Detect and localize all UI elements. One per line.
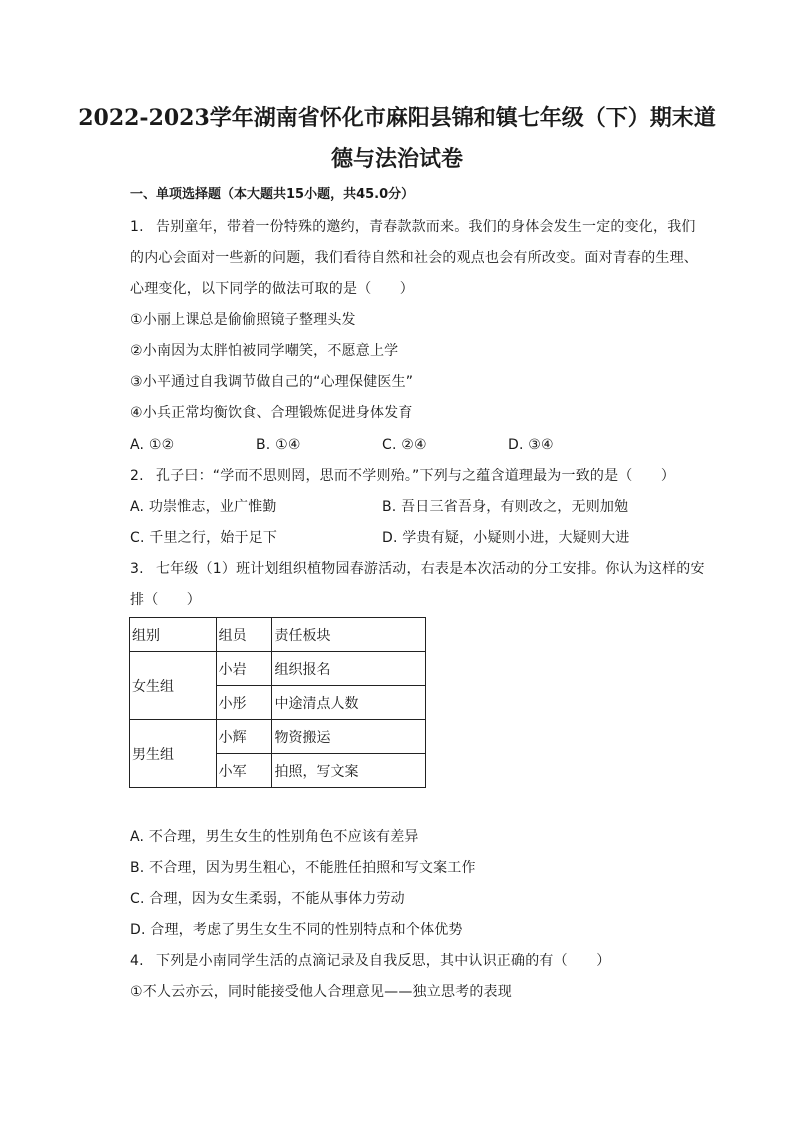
question-2-option-c: C. 千里之行，始于足下 [130, 530, 278, 546]
group-cell-boys: 男生组 [130, 720, 217, 788]
question-3-option-d: D. 合理，考虑了男生女生不同的性别特点和个体优势 [130, 922, 463, 938]
duty-cell: 组织报名 [272, 652, 426, 686]
question-4-item: ①不人云亦云，同时能接受他人合理意见——独立思考的表现 [130, 984, 512, 1000]
member-cell: 小军 [216, 754, 272, 788]
question-3-option-a: A. 不合理，男生女生的性别角色不应该有差异 [130, 829, 419, 845]
question-1-item: ④小兵正常均衡饮食、合理锻炼促进身体发育 [130, 405, 413, 421]
member-cell: 小辉 [216, 720, 272, 754]
question-3-stem-line-2: 排（ ） [130, 592, 201, 608]
table-header-row [130, 618, 426, 652]
question-2-number: 2. [130, 468, 144, 484]
exam-title-line-2: 德与法治试卷 [330, 146, 463, 172]
question-4-stem: 4. 下列是小南同学生活的点滴记录及自我反思，其中认识正确的有（ ） [130, 953, 611, 969]
question-1-item: ③小平通过自我调节做自己的“心理保健医生” [130, 374, 414, 390]
question-1-item: ①小丽上课总是偷偷照镜子整理头发 [130, 312, 356, 328]
section-heading: 一、单项选择题（本大题共15小题，共45.0分） [130, 187, 415, 202]
question-2-option-d: D. 学贵有疑，小疑则小进，大疑则大进 [382, 530, 630, 546]
question-4-number: 4. [130, 953, 144, 969]
table-row [130, 720, 426, 754]
duty-cell: 中途清点人数 [272, 686, 426, 720]
duty-cell: 拍照，写文案 [272, 754, 426, 788]
question-1-stem-line-3: 心理变化，以下同学的做法可取的是（ ） [130, 281, 414, 297]
question-2-option-a: A. 功崇惟志，业广惟勤 [130, 499, 277, 515]
question-1-stem-line-1: 1. 告别童年，带着一份特殊的邀约，青春款款而来。我们的身体会发生一定的变化，我们 [130, 219, 696, 235]
question-3-option-c: C. 合理，因为女生柔弱，不能从事体力劳动 [130, 891, 405, 907]
question-2-stem: 2. 孔子曰：“学而不思则罔，思而不学则殆。”下列与之蕴含道理最为一致的是（ ） [130, 468, 676, 484]
question-1-item: ②小南因为太胖怕被同学嘲笑，不愿意上学 [130, 343, 399, 359]
question-3-option-b: B. 不合理，因为男生粗心，不能胜任拍照和写文案工作 [130, 860, 476, 876]
table-header-cell: 责任板块 [272, 618, 426, 652]
question-3-stem-line-1: 3. 七年级（1）班计划组织植物园春游活动，右表是本次活动的分工安排。你认为这样的安 [130, 561, 705, 577]
question-1-option-b: B. ①④ [256, 437, 301, 453]
question-1-number: 1. [130, 219, 144, 235]
question-1-option-c: C. ②④ [382, 437, 427, 453]
question-3-number: 3. [130, 561, 144, 577]
duty-cell: 物资搬运 [272, 720, 426, 754]
question-2-option-b: B. 吾日三省吾身，有则改之，无则加勉 [382, 499, 629, 515]
group-cell-girls: 女生组 [130, 652, 217, 720]
table-header-cell: 组别 [130, 618, 217, 652]
table-header-cell: 组员 [216, 618, 272, 652]
member-cell: 小彤 [216, 686, 272, 720]
assignment-table [129, 617, 426, 788]
exam-title-line-1: 2022-2023学年湖南省怀化市麻阳县锦和镇七年级（下）期末道 [78, 105, 716, 131]
member-cell: 小岩 [216, 652, 272, 686]
question-1-option-a: A. ①② [130, 437, 175, 453]
question-1-stem-line-2: 的内心会面对一些新的问题，我们看待自然和社会的观点也会有所改变。面对青春的生理、 [130, 250, 698, 266]
table-row [130, 652, 426, 686]
question-1-option-d: D. ③④ [508, 437, 554, 453]
